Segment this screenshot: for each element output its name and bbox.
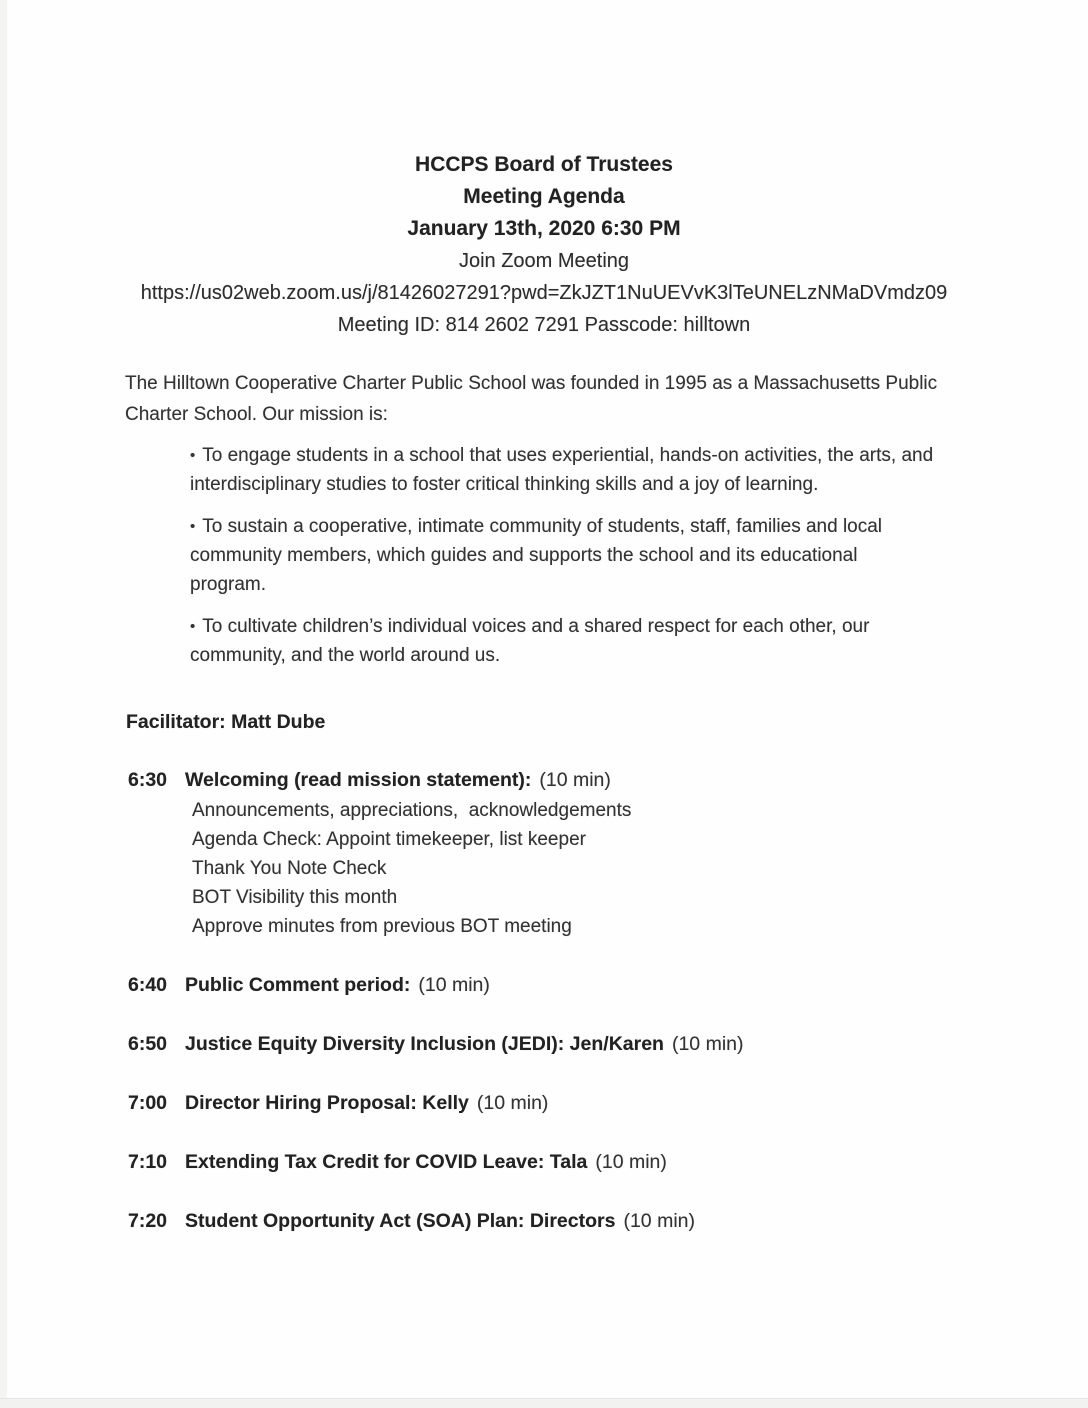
agenda-time: 6:50 (128, 1033, 168, 1055)
agenda-duration: (10 min) (623, 1210, 695, 1232)
doc-title: HCCPS Board of Trustees (415, 153, 673, 176)
agenda-time: 6:30 (128, 769, 168, 791)
bullet-icon: • (190, 447, 196, 464)
mission-bullet-1 (190, 441, 970, 499)
agenda-subitem: Approve minutes from previous BOT meeting (192, 916, 572, 937)
bullet-icon: • (190, 518, 196, 535)
agenda-item-soa-plan (128, 1206, 1088, 1236)
agenda-item-director-hiring (128, 1088, 1088, 1118)
agenda-row (128, 1088, 1088, 1118)
agenda-title: Justice Equity Diversity Inclusion (JEDI): Jen/Karen (185, 1033, 664, 1055)
agenda-duration: (10 min) (418, 974, 490, 996)
agenda-title: Welcoming (read mission statement): (185, 769, 532, 791)
scan-artifact-bottom-edge (0, 1398, 1088, 1408)
mission-bullet-2 (190, 512, 925, 599)
join-zoom-label: Join Zoom Meeting (458, 250, 630, 272)
agenda-row (128, 970, 1088, 1000)
agenda-title: Student Opportunity Act (SOA) Plan: Directors (185, 1210, 616, 1232)
agenda-row (128, 765, 1088, 795)
mission-bullet-3 (190, 612, 908, 670)
agenda-list (128, 765, 1088, 1236)
agenda-subitems (192, 796, 1088, 941)
document-header (0, 149, 1088, 341)
agenda-duration: (10 min) (671, 1033, 744, 1055)
agenda-subitem: Announcements, appreciations, acknowledgements (192, 800, 632, 821)
facilitator-line: Facilitator: Matt Dube (126, 711, 326, 733)
agenda-row (128, 1206, 1088, 1236)
mission-bullet-2-text: To sustain a cooperative, intimate community of students, staff, families and local community members, which guides and supports the school and its educational program. (190, 516, 883, 595)
doc-datetime: January 13th, 2020 6:30 PM (407, 217, 681, 240)
agenda-time: 6:40 (128, 974, 168, 996)
bullet-icon: • (190, 618, 196, 635)
zoom-meeting-url: https://us02web.zoom.us/j/81426027291?pwd=ZkJZT1NuUEVvK3lTeUNELzNMaDVmdz09 (140, 282, 948, 304)
agenda-title: Extending Tax Credit for COVID Leave: Tala (185, 1151, 588, 1173)
agenda-subitem: Thank You Note Check (192, 858, 387, 879)
agenda-time: 7:20 (128, 1210, 168, 1232)
agenda-item-tax-credit (128, 1147, 1088, 1177)
mission-bullet-1-text: To engage students in a school that uses experiential, hands-on activities, the arts, and interdisciplinary studies to foster critical thinking skills and a joy of learning. (190, 445, 934, 495)
agenda-title: Public Comment period: (185, 974, 411, 996)
agenda-duration: (10 min) (476, 1092, 549, 1114)
agenda-row (128, 1147, 1088, 1177)
agenda-subitem: Agenda Check: Appoint timekeeper, list keeper (192, 829, 586, 850)
doc-subtitle: Meeting Agenda (463, 185, 625, 208)
agenda-duration: (10 min) (595, 1151, 667, 1173)
agenda-row (128, 1029, 1088, 1059)
agenda-title: Director Hiring Proposal: Kelly (185, 1092, 469, 1114)
mission-bullet-list (190, 441, 1088, 670)
agenda-time: 7:00 (128, 1092, 168, 1114)
agenda-item-public-comment (128, 970, 1088, 1000)
agenda-time: 7:10 (128, 1151, 168, 1173)
agenda-duration: (10 min) (539, 769, 611, 791)
intro-paragraph: The Hilltown Cooperative Charter Public School was founded in 1995 as a Massachusetts Public Charter School. Our mission is: (125, 373, 938, 425)
agenda-item-welcoming (128, 765, 1088, 941)
meeting-id-passcode: Meeting ID: 814 2602 7291 Passcode: hilltown (337, 314, 751, 336)
agenda-item-jedi (128, 1029, 1088, 1059)
agenda-subitem: BOT Visibility this month (192, 887, 398, 908)
mission-bullet-3-text: To cultivate children’s individual voices and a shared respect for each other, our community, and the world around us. (190, 616, 870, 666)
